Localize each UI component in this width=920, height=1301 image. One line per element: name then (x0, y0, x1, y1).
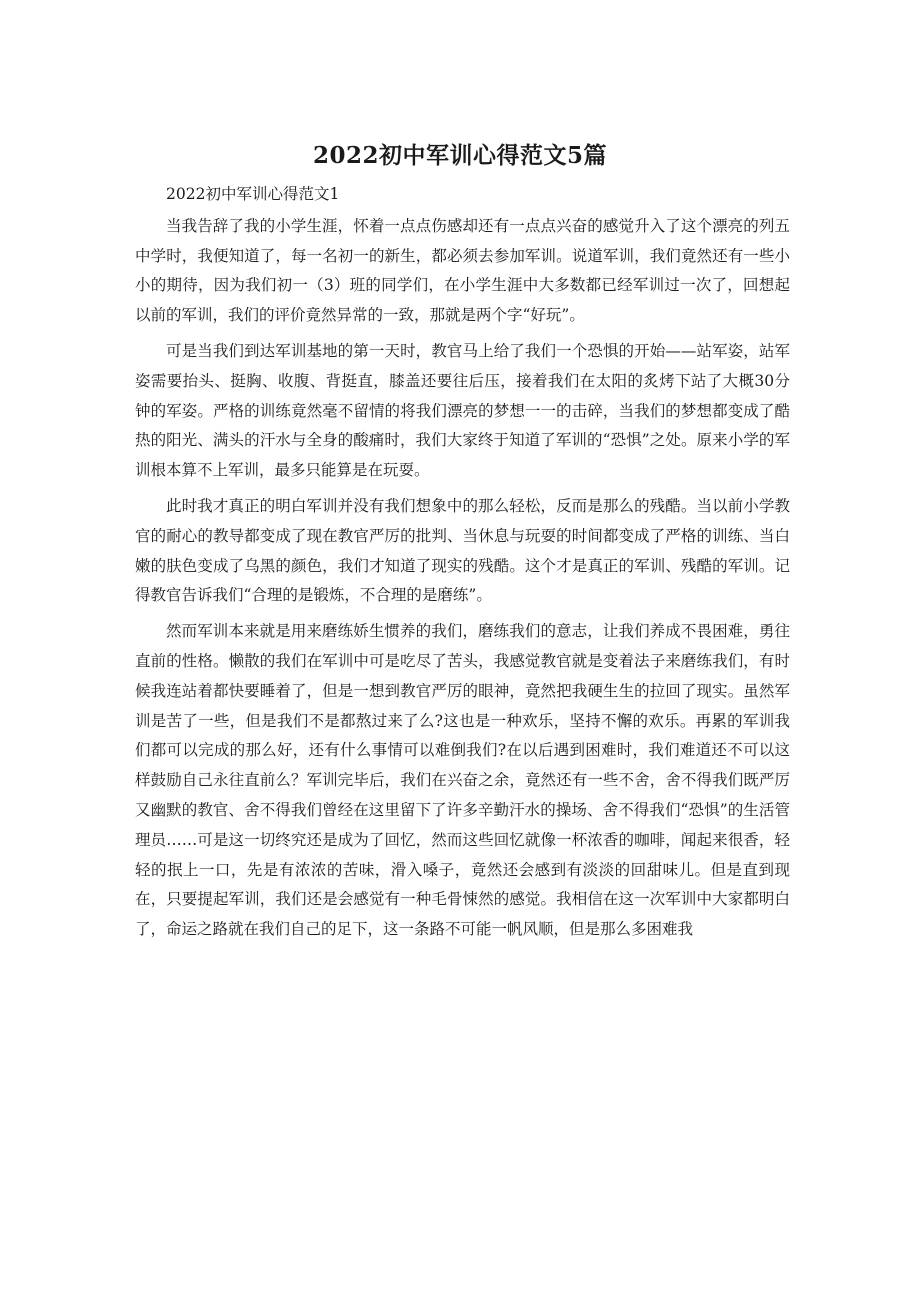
paragraph-2: 可是当我们到达军训基地的第一天时，教官马上给了我们一个恐惧的开始——站军姿，站军姿需要抬头、挺胸、收腹、背挺直，膝盖还要往后压，接着我们在太阳的炙烤下站了大概30分钟的军姿。严格的训练竟然毫不留情的将我们漂亮的梦想一一的击碎，当我们的梦想都变成了酷热的阳光、满头的汗水与全身的酸痛时，我们大家终于知道了军训的“恐惧”之处。原来小学的军训根本算不上军训，最多只能算是在玩耍。 (135, 341, 790, 480)
paragraph-3: 此时我才真正的明白军训并没有我们想象中的那么轻松，反而是那么的残酷。当以前小学教官的耐心的教导都变成了现在教官严厉的批判、当休息与玩耍的时间都变成了严格的训练、当白嫩的肤色变成了乌黑的颜色，我们才知道了现实的残酷。这个才是真正的军训、残酷的军训。记得教官告诉我们“合理的是锻炼，不合理的是磨练”。 (135, 496, 790, 605)
document-body (135, 180, 790, 951)
paragraph-4: 然而军训本来就是用来磨练娇生惯养的我们，磨练我们的意志，让我们养成不畏困难，勇往直前的性格。懒散的我们在军训中可是吃尽了苦头，我感觉教官就是变着法子来磨练我们，有时候我连站着都快要睡着了，但是一想到教官严厉的眼神，竟然把我硬生生的拉回了现实。虽然军训是苦了一些，但是我们不是都熬过来了么?这也是一种欢乐，坚持不懈的欢乐。再累的军训我们都可以完成的那么好，还有什么事情可以难倒我们?在以后遇到困难时，我们难道还不可以这样鼓励自己永往直前么？军训完毕后，我们在兴奋之余，竟然还有一些不舍，舍不得我们既严厉又幽默的教官、舍不得我们曾经在这里留下了许多辛勤汗水的操场、舍不得我们“恐惧”的生活管理员……可是这一切终究还是成为了回忆，然而这些回忆就像一杯浓香的咖啡，闻起来很香，轻轻的抿上一口，先是有浓浓的苦味，滑入嗓子，竟然还会感到有淡淡的回甜味儿。但是直到现在，只要提起军训，我们还是会感觉有一种毛骨悚然的感觉。我相信在这一次军训中大家都明白了，命运之路就在我们自己的足下，这一条路不可能一帆风顺，但是那么多困难我 (135, 622, 790, 939)
document-title: 2022初中军训心得范文5篇 (312, 142, 608, 169)
paragraph-1: 当我告辞了我的小学生涯，怀着一点点伤感却还有一点点兴奋的感觉升入了这个漂亮的列五中学时，我便知道了，每一名初一的新生，都必须去参加军训。说道军训，我们竟然还有一些小小的期待，因为我们初一（3）班的同学们，在小学生涯中大多数都已经军训过一次了，回想起以前的军训，我们的评价竟然异常的一致，那就是两个字“好玩”。 (135, 216, 790, 325)
section-subtitle: 2022初中军训心得范文1 (166, 185, 340, 203)
